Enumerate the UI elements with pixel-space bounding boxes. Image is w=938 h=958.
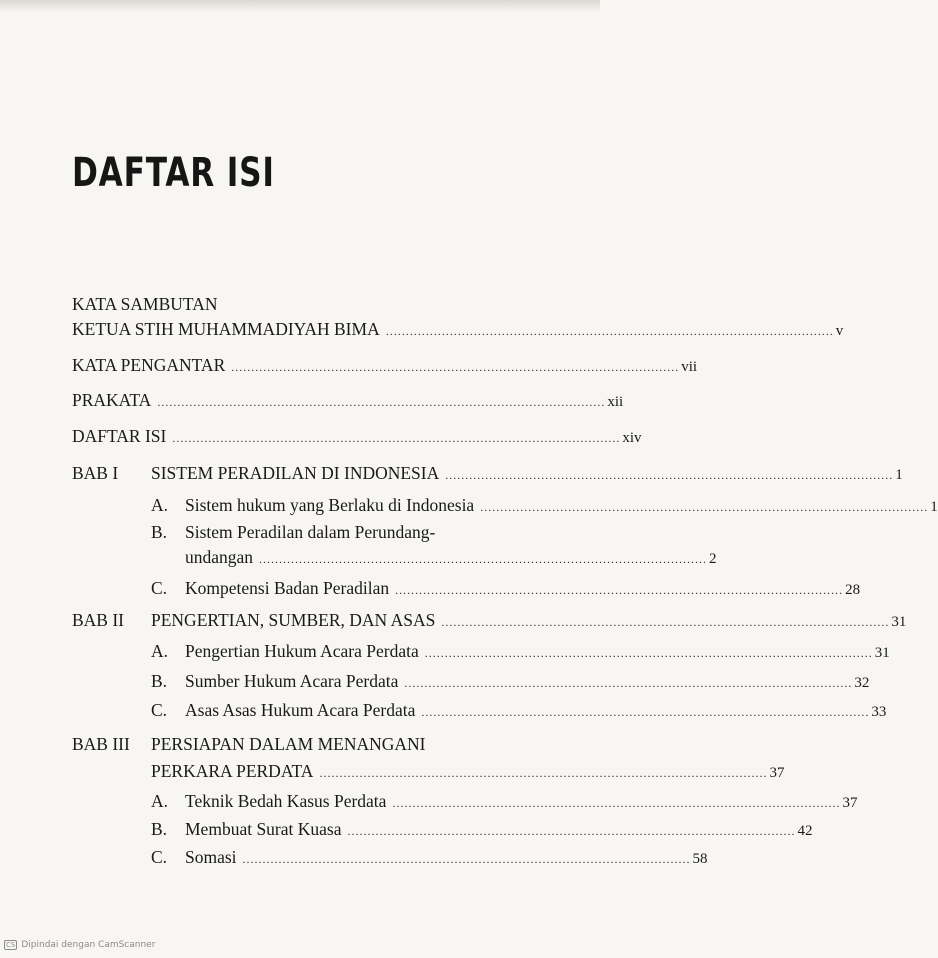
section-letter: B. [151,522,168,542]
dot-leader: ................................................................................................................ [385,324,834,338]
toc-entry-sambutan: KETUA STIH MUHAMMADIYAH BIMA ................................................................................................................ v [72,318,584,342]
toc-chapter-3-line1: PERSIAPAN DALAM MENANGANI [151,734,426,754]
page-number: 2 [709,551,717,567]
toc-chapter-3: PERKARA PERDATA ................................................................................................................ 37 [151,760,584,784]
chapter-number: BAB I [72,463,119,483]
page-number: 37 [769,765,785,781]
toc-section-1c: Kompetensi Badan Peradilan ................................................................................................................ 28 [185,577,584,601]
section-letter: C. [151,700,168,720]
toc-entry-daftar-isi: DAFTAR ISI ................................................................................................................ xiv [72,425,584,449]
toc-entry-pengantar: KATA PENGANTAR ................................................................................................................ vii [72,354,584,378]
dot-leader: ................................................................................................................ [231,360,680,374]
page-number: 1 [930,499,938,515]
watermark-text: Dipindai dengan CamScanner [21,940,156,950]
page-number: 28 [845,582,861,598]
toc-section-1b-line1: Sistem Peradilan dalam Perundang- [185,522,436,542]
page-title: DAFTAR ISI [72,150,275,196]
toc-section-2a: Pengertian Hukum Acara Perdata ................................................................................................................ 31 [185,640,584,664]
section-letter: C. [151,578,168,598]
toc-chapter-1: SISTEM PERADILAN DI INDONESIA ................................................................................................................ 1 [151,462,584,486]
dot-leader: ................................................................................................................ [480,500,929,514]
page-number: 31 [874,645,890,661]
dot-leader: ................................................................................................................ [421,705,870,719]
dot-leader: ................................................................................................................ [347,824,796,838]
dot-leader: ................................................................................................................ [441,615,890,629]
page-number: vii [681,359,698,375]
toc-section-2c: Asas Asas Hukum Acara Perdata ................................................................................................................ 33 [185,699,584,723]
section-letter: A. [151,641,169,661]
dot-leader: ................................................................................................................ [424,646,873,660]
toc-section-1a: Sistem hukum yang Berlaku di Indonesia ................................................................................................................ 1 [185,494,584,518]
toc-section-3b: Membuat Surat Kuasa ................................................................................................................ 42 [185,818,584,842]
page-number: 42 [797,823,813,839]
chapter-number: BAB II [72,610,125,630]
dot-leader: ................................................................................................................ [395,583,844,597]
dot-leader: ................................................................................................................ [404,676,853,690]
toc-section-3a: Teknik Bedah Kasus Perdata ................................................................................................................ 37 [185,790,584,814]
camscanner-icon: CS [6,941,16,949]
page-number: 1 [895,467,903,483]
page-number: xii [607,394,624,410]
page-number: 58 [692,851,708,867]
scanner-watermark [4,940,155,950]
section-letter: B. [151,671,168,691]
page-edge-shadow [0,0,600,12]
toc-chapter-2: PENGERTIAN, SUMBER, DAN ASAS ................................................................................................................ 31 [151,609,584,633]
section-letter: A. [151,791,169,811]
page-number: 37 [842,795,858,811]
dot-leader: ................................................................................................................ [445,468,894,482]
section-letter: C. [151,847,168,867]
toc-entry-prakata: PRAKATA ................................................................................................................ xii [72,389,584,413]
toc-section-3c: Somasi ................................................................................................................ 58 [185,846,584,870]
chapter-number: BAB III [72,734,130,754]
section-letter: B. [151,819,168,839]
page-number: 33 [871,704,887,720]
page-number: 31 [891,614,907,630]
dot-leader: ................................................................................................................ [319,766,768,780]
toc-entry-sambutan-line1: KATA SAMBUTAN [72,294,218,314]
dot-leader: ................................................................................................................ [242,852,691,866]
page-number: v [835,323,844,339]
dot-leader: ................................................................................................................ [392,796,841,810]
toc-section-1b: undangan ................................................................................................................ 2 [185,546,584,570]
page-number: 32 [854,675,870,691]
dot-leader: ................................................................................................................ [259,552,708,566]
dot-leader: ................................................................................................................ [157,395,606,409]
page-number: xiv [622,430,642,446]
dot-leader: ................................................................................................................ [172,431,621,445]
toc-section-2b: Sumber Hukum Acara Perdata ................................................................................................................ 32 [185,670,584,694]
section-letter: A. [151,495,169,515]
